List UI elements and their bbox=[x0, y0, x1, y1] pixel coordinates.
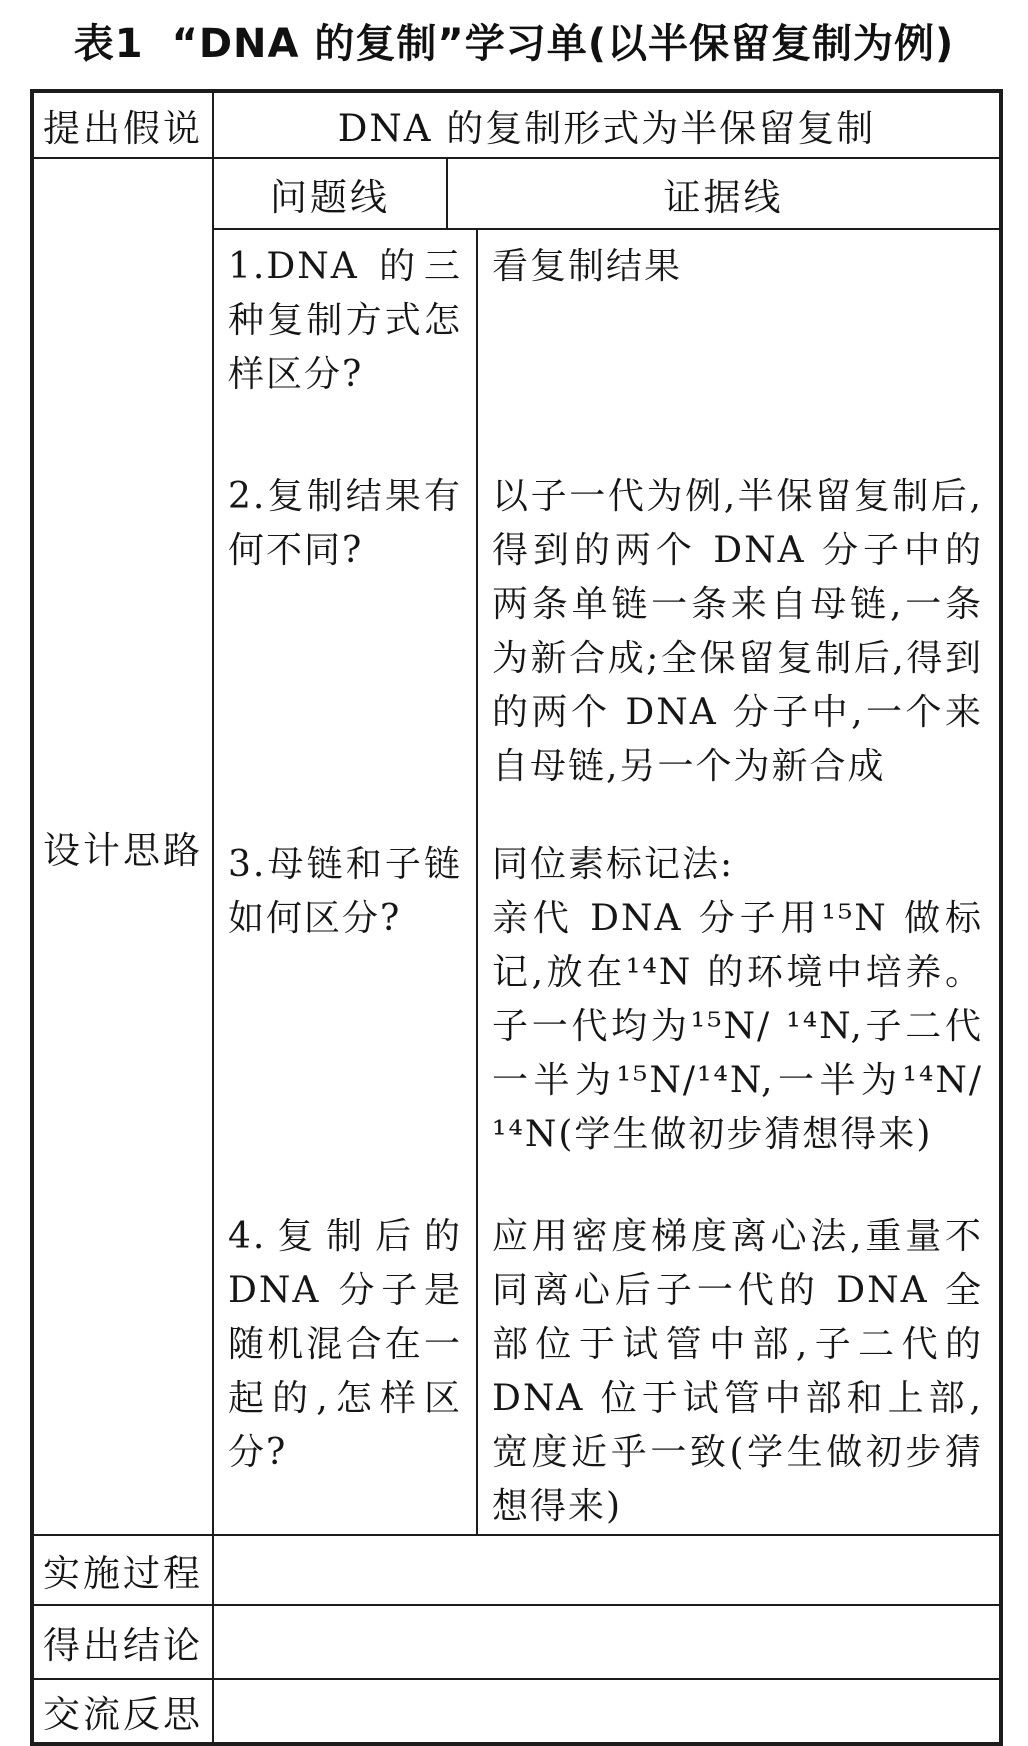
table-number: 表1 bbox=[73, 21, 144, 67]
question-text: 3.母链和子链如何区分? bbox=[228, 844, 462, 939]
question-text: 4.复制后的 DNA 分子是随机混合在一起的,怎样区分? bbox=[228, 1216, 462, 1473]
row-label-hypothesis: 提出假说 bbox=[34, 93, 214, 159]
question-text: 2.复制结果有何不同? bbox=[228, 476, 462, 571]
column-header-question-line: 问题线 bbox=[214, 159, 448, 230]
qa-block-4 bbox=[214, 1200, 999, 1534]
evidence-cell-2 bbox=[478, 460, 999, 828]
qa-block-3 bbox=[214, 828, 999, 1200]
evidence-cell-4 bbox=[478, 1200, 999, 1534]
evidence-text: 同位素标记法: bbox=[492, 844, 735, 885]
question-cell-3 bbox=[214, 828, 478, 1200]
scanned-paper-page bbox=[0, 21, 1028, 1736]
column-header-evidence-line: 证据线 bbox=[448, 159, 999, 230]
question-cell-4 bbox=[214, 1200, 478, 1534]
learning-sheet-table bbox=[30, 89, 1003, 1746]
table-title: “DNA 的复制”学习单(以半保留复制为例) bbox=[171, 21, 955, 67]
evidence-text: 以子一代为例,半保留复制后,得到的两个 DNA 分子中的两条单链一条来自母链,一条为新合成;全保留复制后,得到的两个 DNA 分子中,一个来自母链,另一个为新合成 bbox=[492, 476, 983, 787]
evidence-text: 应用密度梯度离心法,重量不同离心后子一代的 DNA 全部位于试管中部,子二代的 DNA 位于试管中部和上部,宽度近乎一致(学生做初步猜想得来) bbox=[492, 1216, 983, 1527]
question-cell-1 bbox=[214, 230, 478, 460]
cell-implementation-value bbox=[214, 1536, 999, 1606]
row-label-conclusion: 得出结论 bbox=[34, 1606, 214, 1680]
design-content-area bbox=[214, 230, 999, 1536]
row-label-reflection: 交流反思 bbox=[34, 1680, 214, 1742]
cell-reflection-value bbox=[214, 1680, 999, 1742]
question-cell-2 bbox=[214, 460, 478, 828]
qa-block-1 bbox=[214, 230, 999, 460]
question-text: 1.DNA 的三种复制方式怎样区分? bbox=[228, 246, 462, 395]
cell-conclusion-value bbox=[214, 1606, 999, 1680]
evidence-text: 亲代 DNA 分子用¹⁵N 做标记,放在¹⁴N 的环境中培养。子一代均为¹⁵N/ ¹⁴N,子二代一半为¹⁵N/¹⁴N,一半为¹⁴N/¹⁴N(学生做初步猜想得来) bbox=[492, 898, 983, 1155]
evidence-cell-1 bbox=[478, 230, 999, 460]
qa-block-2 bbox=[214, 460, 999, 828]
evidence-text: 看复制结果 bbox=[492, 246, 683, 287]
table-caption bbox=[30, 21, 998, 67]
evidence-cell-3 bbox=[478, 828, 999, 1200]
row-label-design: 设计思路 bbox=[34, 159, 214, 1536]
cell-hypothesis-value: DNA 的复制形式为半保留复制 bbox=[214, 93, 999, 159]
row-label-implementation: 实施过程 bbox=[34, 1536, 214, 1606]
